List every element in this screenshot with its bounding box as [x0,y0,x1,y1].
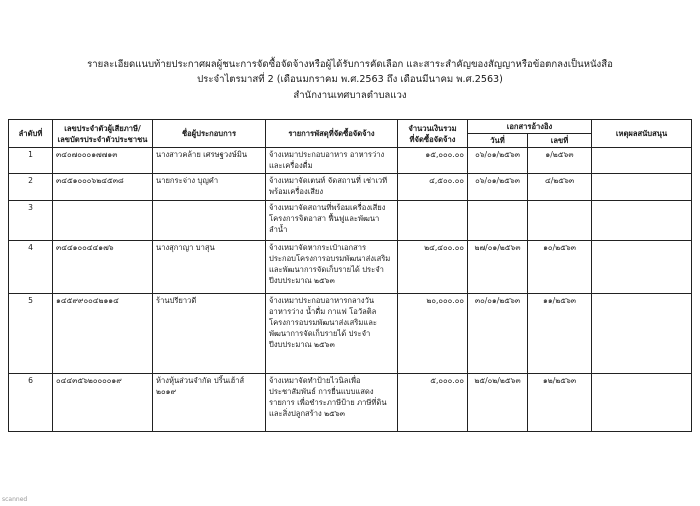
document-title: รายละเอียดแนบท้ายประกาศผลผู้ชนะการจัดซื้อจัดจ้างหรือผู้ได้รับการคัดเลือก และสาระสำคัญของสัญญาหรือข้อตกลงเป็นหนังสือ [87,59,613,70]
cell-amount: ๒๐,๐๐๐.๐๐ [398,294,468,374]
cell-item: จ้างเหมาจัดทำป้ายไวนิลเพื่อประชาสัมพันธ์ การยื่นแบบแสดงรายการ เพื่อชำระภาษีป้าย ภาษีที่ดินและสิ่งปลูกสร้าง ๒๕๖๓ [266,374,398,432]
cell-vendor: นางสาวคล้าย เศรษฐวงษ์มิน [153,148,266,174]
cell-date: ๒๕/๐๒/๒๕๖๓ [468,374,528,432]
cell-vendor: ห้างหุ้นส่วนจำกัด ปริ้นเฮ้าส์ ๒๐๑๙ [153,374,266,432]
cell-no: 5 [9,294,53,374]
table-row [9,148,692,174]
document-period: ประจำไตรมาสที่ 2 (เดือนมกราคม พ.ศ.2563 ถึง เดือนมีนาคม พ.ศ.2563) [197,74,503,85]
cell-item: จ้างเหมาจัดหากระเป๋าเอกสาร ประกอบโครงการอบรมพัฒนาส่งเสริมและพัฒนาการจัดเก็บรายได้ ประจำปีงบประมาณ ๒๕๖๓ [266,241,398,294]
cell-item: จ้างเหมาจัดสถานที่พร้อมเครื่องเสียง โครงการจิตอาสา ฟื้นฟูและพัฒนาลำน้ำ [266,201,398,241]
cell-reason [592,294,692,374]
cell-reason [592,374,692,432]
header-taxid-line2: เลขบัตรประจำตัวประชาชน [57,134,148,144]
header-amount-line2: ที่จัดซื้อจัดจ้าง [409,134,456,144]
cell-date: ๐๖/๐๑/๒๕๖๓ [468,148,528,174]
cell-refno: ๔/๒๕๖๓ [528,174,592,201]
cell-vendor: นางสุกาญา บาสุน [153,241,266,294]
cell-reason [592,174,692,201]
cell-amount: ๑๕,๐๐๐.๐๐ [398,148,468,174]
cell-date: ๒๗/๐๑/๒๕๖๓ [468,241,528,294]
header-taxid-line1: เลขประจำตัวผู้เสียภาษี/ [64,123,141,133]
table-row [9,374,692,432]
table-row [9,294,692,374]
header-amount-line1: จำนวนเงินรวม [408,123,457,133]
cell-reason [592,148,692,174]
header-refno: เลขที่ [528,134,592,148]
header-item: รายการพัสดุที่จัดซื้อจัดจ้าง [266,120,398,148]
cell-item: จ้างเหมาประกอบอาหารกลางวัน อาหารว่าง น้ำดื่ม กาแฟ โอวัลติล โครงการอบรมพัฒนาส่งเสริมและพัฒนาการจัดเก็บรายได้ ประจำปีงบประมาณ ๒๕๖๓ [266,294,398,374]
cell-reason [592,201,692,241]
cell-vendor: นายกระจ่าง บุญคำ [153,174,266,201]
cell-amount: ๔,๕๐๐.๐๐ [398,174,468,201]
cell-refno: ๑๐/๒๕๖๓ [528,241,592,294]
cell-vendor: ร้านปรียาวดี [153,294,266,374]
cell-amount: ๒๔,๔๐๐.๐๐ [398,241,468,294]
cell-no: 4 [9,241,53,294]
cell-date: ๐๖/๐๑/๒๕๖๓ [468,174,528,201]
cell-taxid: ๑๔๕๙๙๐๐๔๒๑๑๔ [53,294,153,374]
cell-no: 6 [9,374,53,432]
header-taxid [53,120,153,148]
cell-refno [528,201,592,241]
header-reason: เหตุผลสนับสนุน [592,120,692,148]
cell-refno: ๑/๒๕๖๓ [528,148,592,174]
cell-no: 3 [9,201,53,241]
cell-amount [398,201,468,241]
cell-refno: ๑๑/๒๕๖๓ [528,294,592,374]
cell-vendor [153,201,266,241]
table-row [9,174,692,201]
cell-date [468,201,528,241]
cell-no: 1 [9,148,53,174]
cell-no: 2 [9,174,53,201]
cell-taxid [53,201,153,241]
table-row [9,201,692,241]
cell-reason [592,241,692,294]
header-no: ลำดับที่ [9,120,53,148]
scan-watermark: scanned [2,496,28,503]
cell-item: จ้างเหมาจัดเตนท์ จัดสถานที่ เช่าเวทีพร้อมเครื่องเสียง [266,174,398,201]
cell-taxid: ๓๔๐๗๐๐๐๑๗๗๑๓ [53,148,153,174]
cell-taxid: ๓๔๕๑๐๐๐๖๒๔๕๓๘ [53,174,153,201]
cell-refno: ๑๒/๒๕๖๓ [528,374,592,432]
document-office: สำนักงานเทศบาลตำบลแวง [293,90,407,101]
cell-taxid: ๐๔๔๓๕๖๒๐๐๐๐๑๙ [53,374,153,432]
header-vendor: ชื่อผู้ประกอบการ [153,120,266,148]
header-amount [398,120,468,148]
table-row [9,241,692,294]
cell-date: ๓๐/๐๑/๒๕๖๓ [468,294,528,374]
cell-item: จ้างเหมาประกอบอาหาร อาหารว่าง และเครื่องดื่ม [266,148,398,174]
header-date: วันที่ [468,134,528,148]
cell-amount: ๕,๐๐๐.๐๐ [398,374,468,432]
header-ref: เอกสารอ้างอิง [468,120,592,134]
cell-taxid: ๓๔๔๑๐๐๔๔๑๗๖ [53,241,153,294]
procurement-table [8,119,692,432]
